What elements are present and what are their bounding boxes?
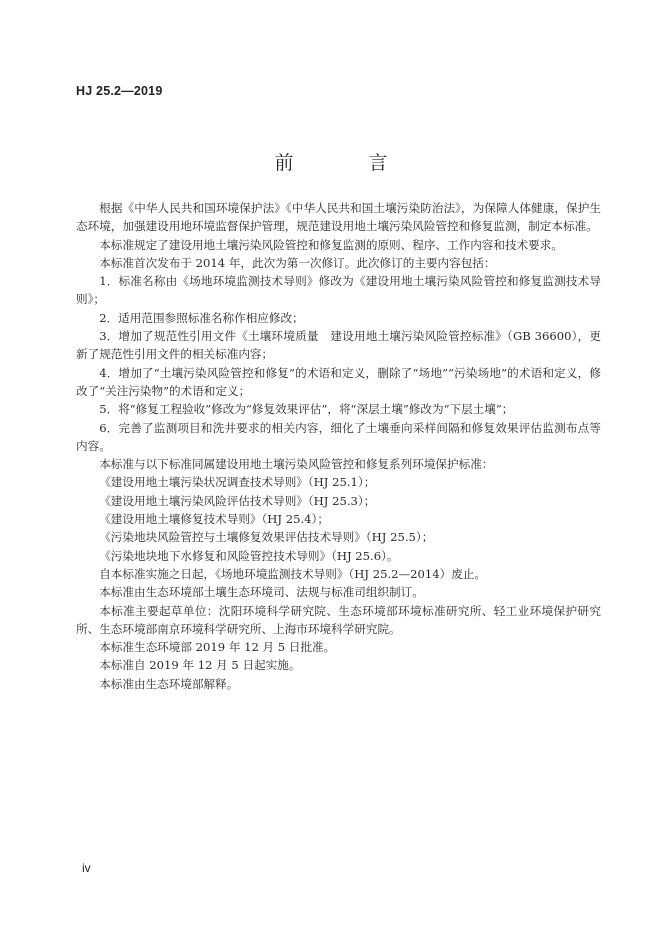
standard-code-header: HJ 25.2—2019 [76,84,163,98]
paragraph-supersede: 自本标准实施之日起，《场地环境监测技术导则》（HJ 25.2—2014）废止。 [99,566,486,581]
paragraph-legal-basis: 根据《中华人民共和国环境保护法》《中华人民共和国土壤污染防治法》，为保障人体健康，保护生态环境，加强建设用地环境监督保护管理，规范建设用地土壤污染风险管控和修复监测，制定本标准。 [76,201,601,234]
revision-item-6: 6．完善了监测项目和洗井要求的相关内容，细化了土壤垂向采样间隔和修复效果评估监测布点等内容。 [76,420,601,453]
revision-item-4: 4．增加了“土壤污染风险管控和修复”的术语和定义，删除了“场地”“污染场地”的术语和定义，修改了“关注污染物”的术语和定义； [76,365,601,398]
series-standard-item: 《建设用地土壤修复技术导则》（HJ 25.4）； [99,512,329,527]
series-standard-item: 《建设用地土壤污染风险评估技术导则》（HJ 25.3）； [99,493,376,508]
series-standard-item: 《污染地块风险管控与土壤修复效果评估技术导则》（HJ 25.5）； [99,530,434,545]
page-title: 前 言 [274,152,416,174]
paragraph-organizer: 本标准由生态环境部土壤生态环境司、法规与标准司组织制订。 [99,585,424,600]
paragraph-series-intro: 本标准与以下标准同属建设用地土壤污染风险管控和修复系列环境保护标准： [99,457,494,472]
revision-item-1: 1．标准名称由《场地环境监测技术导则》修改为《建设用地土壤污染风险管控和修复监测技术导则》； [76,274,601,307]
series-standard-item: 《建设用地土壤污染状况调查技术导则》（HJ 25.1）； [99,475,376,490]
paragraph-revision-intro: 本标准首次发布于 2014 年，此次为第一次修订。此次修订的主要内容包括： [99,255,496,270]
paragraph-interpretation: 本标准由生态环境部解释。 [99,676,239,691]
paragraph-approval-date: 本标准生态环境部 2019 年 12 月 5 日批准。 [99,640,336,655]
paragraph-scope: 本标准规定了建设用地土壤污染风险管控和修复监测的原则、程序、工作内容和技术要求。 [99,237,563,252]
preface-body [76,199,601,693]
revision-item-3: 3．增加了规范性引用文件《土壤环境质量 建设用地土壤污染风险管控标准》（GB 36600），更新了规范性引用文件的相关标准内容； [76,329,601,362]
revision-item-5: 5．将“修复工程验收”修改为“修复效果评估”，将“深层土壤”修改为“下层土壤”； [99,402,514,417]
paragraph-effective-date: 本标准自 2019 年 12 月 5 日起实施。 [99,658,301,673]
series-standard-item: 《污染地块地下水修复和风险管控技术导则》（HJ 25.6）。 [99,548,399,563]
revision-item-2: 2．适用范围参照标准名称作相应修改； [99,310,304,325]
page-number: iv [82,861,91,875]
paragraph-drafting-units: 本标准主要起草单位：沈阳环境科学研究院、生态环境部环境标准研究所、轻工业环境保护研究所、生态环境部南京环境科学研究所、上海市环境科学研究院。 [76,603,601,636]
